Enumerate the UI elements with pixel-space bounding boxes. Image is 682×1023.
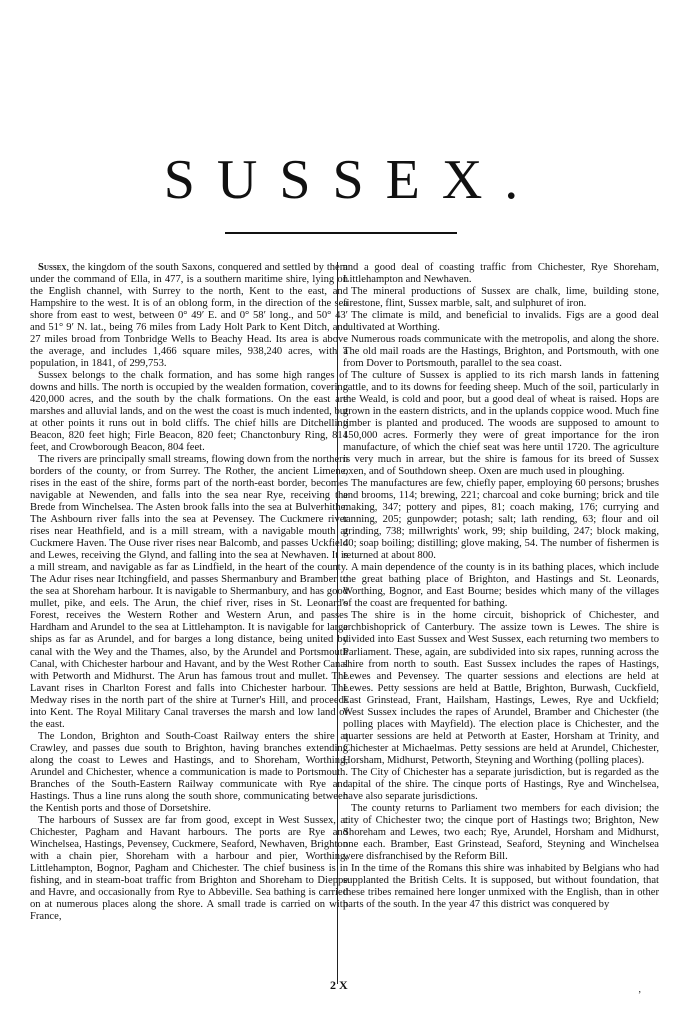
title-rule: [225, 232, 457, 234]
paragraph: Sussex, the kingdom of the south Saxons, conquered and settled by them under the command of Ella, in 477, is a southern maritime shire, lying on the English channel, with Surrey to the north, Kent to the east, and Hampshire to the west. It is of an oblong form, in the direction of the sea shore from east to west, between 0° 49′ E. and 0° 58′ long., and 50° 43′ and 51° 9′ N. lat., being 76 miles from Lady Holt Park to Kent Ditch, and 27 miles broad from Tonbridge Wells to Beachy Head. Its area is above the average, and includes 1,466 square miles, 938,240 acres, with a population, in 1841, of 299,753.: [30, 262, 348, 370]
paragraph: The rivers are principally small streams, flowing down from the northern borders of the county, or from Surrey. The Rother, the ancient Limene, rises in the east of the shire, forms part of the north-east border, becomes navigable at Newenden, and falls into the sea near Rye, receiving the Brede from Winchelsea. The Asten brook falls into the sea at Bulverhithe. The Ashbourn river falls into the sea at Pevensey. The Cuckmere river rises near Heathfield, and is a mill stream, with a navigable mouth at Cuckmere Haven. The Ouse river rises near Balcomb, and passes Uckfield and Lewes, receiving the Glynd, and falling into the sea at Newhaven. It is a mill stream, and navigable as far as Lindfield, in the heart of the county. The Adur rises near Itchingfield, and passes Shermanbury and Bramber to the sea at Shoreham harbour. It is navigable to Shermanbury, and has good mullet, pike, and eels. The Arun, the chief river, rises in St. Leonard's Forest, receives the Western Rother and Western Arun, and passes Hardham and Arundel to the sea at Littlehampton. It is navigable for large ships as far as Arundel, and for barges a long distance, being united by canal with the Wey and the Thames, also, by the Arundel and Portsmouth Canal, with Chichester harbour and Havant, and by the West Rother Canal with Petworth and Midhurst. The Arun has famous trout and mullet. The Lavant rises in Charlton Forest and falls into Chichester harbour. The Medway rises in the north part of the shire at Turner's Hill, and proceeds into Kent. The Royal Military Canal traverses the marsh and low land of the east.: [30, 454, 348, 730]
paragraph: The culture of Sussex is applied to its rich marsh lands in fattening cattle, and to its downs for feeding sheep. Much of the soil, particularly in the Weald, is cold and poor, but a good deal of wheat is raised. Hops are grown in the eastern districts, and in the uplands coppice wood. Much fine timber is planted and produced. The woods are supposed to amount to 150,000 acres. Formerly they were of great importance for the iron manufacture, of which the chief seat was here until 1720. The agriculture is very much in arrear, but the shire is famous for its breed of Sussex oxen, and of Southdown sheep. Oxen are much used in ploughing.: [343, 370, 659, 478]
right-column: [343, 262, 659, 911]
page-title: SUSSEX.: [163, 149, 541, 211]
paragraph: A main dependence of the county is in its bathing places, which include the great bathing place of Brighton, and Hastings and St. Leonards, Worthing, Bognor, and East Bourne; besides which many of the villages of the coast are frequented for bathing.: [343, 562, 659, 610]
corner-mark: ’: [638, 990, 642, 1001]
paragraph: The county returns to Parliament two members for each division; the city of Chichester two; the cinque port of Hastings two; Brighton, New Shoreham and Lewes, two each; Rye, Arundel, Horsham and Midhurst, one each. Bramber, East Grinstead, Seaford, Steyning and Winchelsea were disfranchised by the Reform Bill.: [343, 802, 659, 862]
paragraph: The shire is in the home circuit, bishoprick of Chichester, and archbishoprick of Canterbury. The assize town is Lewes. The shire is divided into East Sussex and West Sussex, each returning two members to Parliament. These, again, are subdivided into six rapes, running across the shire from north to south. East Sussex includes the rapes of Hastings, Lewes and Pevensey. The quarter sessions and elections are held at Lewes. Petty sessions are held at Battle, Brighton, Burwash, Cuckfield, East Grinstead, Frant, Hailsham, Hastings, Lewes, Rye and Uckfield; West Sussex includes the rapes of Arundel, Bramber and Chichester (the polling places with Mayfield). The election place is Chichester, and the quarter sessions are held at Petworth at Easter, Horsham at Trinity, and Chichester at Michaelmas. Petty sessions are held at Arundel, Chichester, Horsham, Midhurst, Petworth, Steyning and Worthing (polling places).: [343, 610, 659, 766]
left-column: [30, 262, 348, 923]
paragraph: In the time of the Romans this shire was inhabited by Belgians who had supplanted the British Celts. It is supposed, but without foundation, that these tribes remained here longer unmixed with the English, than in other parts of the south. In the year 47 this district was conquered by: [343, 862, 659, 910]
lead-word: Sussex: [38, 262, 67, 273]
paragraph: The London, Brighton and South-Coast Railway enters the shire at Crawley, and passes due south to Brighton, having branches extending along the coast to Lewes and Hastings, and to Shoreham, Worthing, Arundel and Chichester, whence a communication is made to Portsmouth. Branches of the South-Eastern Railway communicate with Rye and Hastings. Thus a line runs along the south shore, communicating between the Kentish ports and those of Dorsetshire.: [30, 730, 348, 814]
paragraph: The harbours of Sussex are far from good, except in West Sussex, at Chichester, Pagham and Havant harbours. The ports are Rye and Winchelsea, Hastings, Pevensey, Cuckmere, Seaford, Newhaven, Brighton with a chain pier, Shoreham with a harbour and pier, Worthing, Littlehampton, Bognor, Pagham and Chichester. The chief business is in fishing, and in steam-boat traffic from Brighton and Shoreham to Dieppe and Havre, and occasionally from Rye to Abbeville. Sea bathing is carried on at numerous places along the shore. A small trade is carried on with France,: [30, 814, 348, 922]
paragraph: The City of Chichester has a separate jurisdiction, but is regarded as the capital of the shire. The cinque ports of Hastings, Rye and Winchelsea, have also separate jurisdictions.: [343, 766, 659, 802]
column-divider: [337, 262, 338, 984]
paragraph: The climate is mild, and beneficial to invalids. Figs are a good deal cultivated at Worthing.: [343, 310, 659, 334]
top-margin: [0, 0, 682, 140]
paragraph: and a good deal of coasting traffic from Chichester, Rye Shoreham, Littlehampton and Newhaven.: [343, 262, 659, 286]
paragraph: The mineral productions of Sussex are chalk, lime, building stone, firestone, flint, Sussex marble, salt, and sulphuret of iron.: [343, 286, 659, 310]
paragraph: Sussex belongs to the chalk formation, and has some high ranges of downs and hills. The north is occupied by the wealden formation, covering 420,000 acres, and the south by the chalk formations. On the east are marshes and alluvial lands, and on the west the coast is much indented, but at other points it runs out in bold cliffs. The chief hills are Ditchelling Beacon, 820 feet high; Firle Beacon, 820 feet; Chanctonbury Ring, 814 feet, and Crowborough Beacon, 804 feet.: [30, 370, 348, 454]
paragraph: Numerous roads communicate with the metropolis, and along the shore. The old mail roads are the Hastings, Brighton, and Portsmouth, with one from Dover to Portsmouth, parallel to the sea coast.: [343, 334, 659, 370]
printer-signature: 2 X: [330, 978, 348, 992]
paragraph: The manufactures are few, chiefly paper, employing 60 persons; brushes and brooms, 114; brewing, 221; charcoal and coke burning; brick and tile making, 347; pottery and pipes, 81; coach making, 176; currying and tanning, 205; gunpowder; potash; salt; lath rending, 63; flour and oil grinding, 738; millwrights' work, 99; ship building, 247; block making, 40; soap boiling; distilling; glove making, 54. The number of fishermen is returned at about 800.: [343, 478, 659, 562]
